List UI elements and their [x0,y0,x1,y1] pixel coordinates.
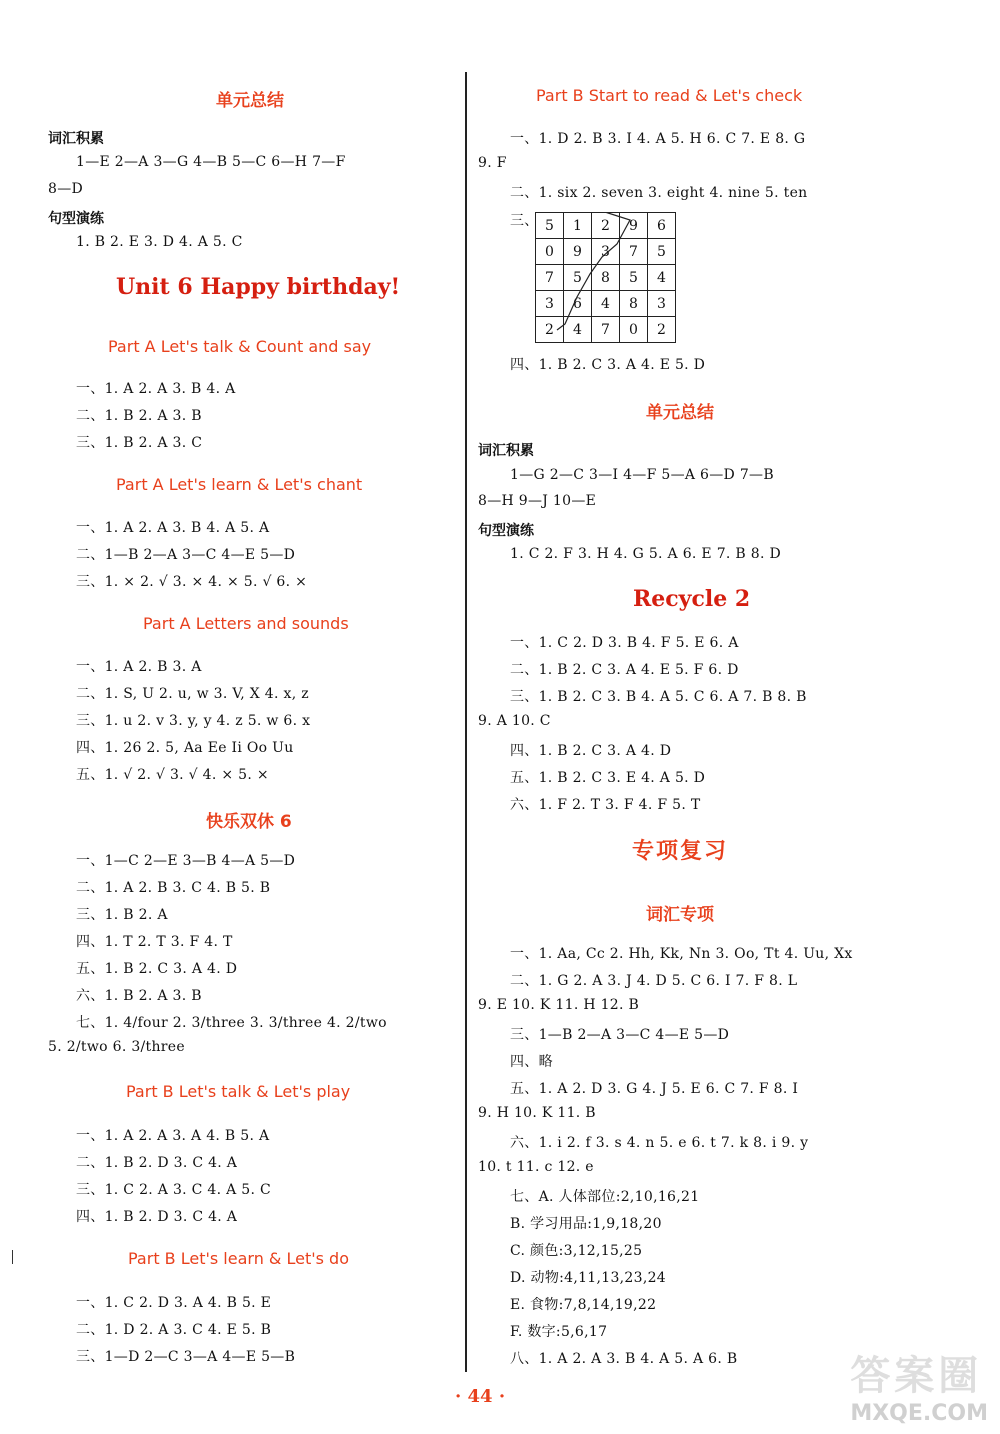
margin-mark [12,1250,13,1264]
sentence-label: 句型演练 [48,211,104,227]
answer-line: 9. F [478,155,507,171]
watermark-cn: 答案圈 [850,1353,983,1399]
summary-title: 单元总结 [646,403,714,423]
number-grid-table [535,212,676,343]
grid-cell: 0 [536,239,564,265]
answer-line: B. 学习用品:1,9,18,20 [510,1216,662,1232]
grid-cell: 0 [620,317,648,343]
grid-row [536,239,676,265]
vocab-label: 词汇积累 [48,131,104,147]
answer-line: 三、1. × 2. √ 3. × 4. × 5. √ 6. × [76,574,308,590]
answer-line: C. 颜色:3,12,15,25 [510,1243,643,1259]
review-title: 专项复习 [632,839,729,864]
answer-line: 二、1. G 2. A 3. J 4. D 5. C 6. I 7. F 8. L [510,973,798,989]
grid-cell: 5 [648,239,676,265]
number-grid [535,212,676,343]
answer-line: 一、1. A 2. A 3. A 4. B 5. A [76,1128,270,1144]
answer-line: 三、1. B 2. A 3. C [76,435,203,451]
answer-line: 五、1. A 2. D 3. G 4. J 5. E 6. C 7. F 8. I [510,1081,799,1097]
watermark [850,1344,988,1426]
answer-line: 六、1. F 2. T 3. F 4. F 5. T [510,797,701,813]
answer-line: 二、1. A 2. B 3. C 4. B 5. B [76,880,271,896]
grid-cell: 4 [564,317,592,343]
answer-line: 9. H 10. K 11. B [478,1105,596,1121]
grid-cell: 2 [536,317,564,343]
grid-cell: 3 [592,239,620,265]
section-heading: Part B Let's talk & Let's play [126,1082,351,1101]
answer-line: 四、略 [510,1054,553,1070]
answer-line: 四、1. 26 2. 5, Aa Ee Ii Oo Uu [76,740,294,756]
answer-line: 一、1. Aa, Cc 2. Hh, Kk, Nn 3. Oo, Tt 4. Uu, Xx [510,946,853,962]
answer-line: 三、1. B 2. A [76,907,168,923]
grid-cell: 1 [564,213,592,239]
section-heading: Part A Letters and sounds [143,614,349,633]
answer-line: 四、1. T 2. T 3. F 4. T [76,934,233,950]
grid-cell: 3 [536,291,564,317]
grid-cell: 4 [592,291,620,317]
answer-line: 一、1. C 2. D 3. A 4. B 5. E [76,1295,272,1311]
grid-cell: 2 [592,213,620,239]
answer-line: 二、1. D 2. A 3. C 4. E 5. B [76,1322,272,1338]
grid-cell: 5 [536,213,564,239]
answer-line: 一、1. A 2. A 3. B 4. A [76,381,236,397]
recycle-title: Recycle 2 [633,586,751,612]
answer-line: 一、1. A 2. B 3. A [76,659,202,675]
grid-label: 三、 [510,213,539,229]
section-heading: 词汇专项 [646,905,714,925]
grid-cell: 9 [620,213,648,239]
grid-cell: 8 [592,265,620,291]
answer-line: 5. 2/two 6. 3/three [48,1039,185,1055]
grid-cell: 6 [564,291,592,317]
section-heading: Part B Start to read & Let's check [536,86,803,105]
answer-line: F. 数字:5,6,17 [510,1324,608,1340]
grid-cell: 5 [564,265,592,291]
grid-row [536,291,676,317]
answer-line: 八、1. A 2. A 3. B 4. A 5. A 6. B [510,1351,738,1367]
grid-cell: 6 [648,213,676,239]
section-heading: 快乐双休 6 [206,812,292,832]
vocab-line: 8—D [48,181,84,197]
column-divider [465,72,467,1372]
grid-cell: 8 [620,291,648,317]
answer-line: 二、1. B 2. A 3. B [76,408,202,424]
grid-cell: 7 [592,317,620,343]
page-number: · 44 · [455,1386,506,1407]
answer-line: 一、1. A 2. A 3. B 4. A 5. A [76,520,270,536]
answer-line: 二、1—B 2—A 3—C 4—E 5—D [76,547,296,563]
answer-line: 二、1. S, U 2. u, w 3. V, X 4. x, z [76,686,309,702]
grid-cell: 9 [564,239,592,265]
answer-line: 9. E 10. K 11. H 12. B [478,997,640,1013]
answer-line: 四、1. B 2. C 3. A 4. E 5. D [510,357,706,373]
answer-line: 五、1. √ 2. √ 3. √ 4. × 5. × [76,767,269,783]
answer-line: 10. t 11. c 12. e [478,1159,594,1175]
answer-line: 一、1. C 2. D 3. B 4. F 5. E 6. A [510,635,739,651]
section-heading: Part A Let's learn & Let's chant [116,475,363,494]
grid-cell: 4 [648,265,676,291]
answer-line: 二、1. six 2. seven 3. eight 4. nine 5. ten [510,185,808,201]
sentence-label: 句型演练 [478,523,534,539]
answer-line: D. 动物:4,11,13,23,24 [510,1270,667,1286]
vocab-line: 1—G 2—C 3—I 4—F 5—A 6—D 7—B [510,467,774,483]
grid-row [536,213,676,239]
answer-line: 三、1. C 2. A 3. C 4. A 5. C [76,1182,271,1198]
answer-line: 六、1. i 2. f 3. s 4. n 5. e 6. t 7. k 8. i 9. y [510,1135,809,1151]
grid-cell: 7 [536,265,564,291]
answer-line: 二、1. B 2. D 3. C 4. A [76,1155,238,1171]
answer-line: 三、1. B 2. C 3. B 4. A 5. C 6. A 7. B 8. B [510,689,807,705]
grid-cell: 7 [620,239,648,265]
watermark-en: MXQE.COM [850,1401,988,1426]
answer-line: 三、1—D 2—C 3—A 4—E 5—B [76,1349,296,1365]
answer-line: 六、1. B 2. A 3. B [76,988,202,1004]
grid-cell: 5 [620,265,648,291]
answer-line: 三、1—B 2—A 3—C 4—E 5—D [510,1027,730,1043]
sentence-line: 1. B 2. E 3. D 4. A 5. C [76,234,243,250]
answer-line: 五、1. B 2. C 3. A 4. D [76,961,238,977]
grid-cell: 2 [648,317,676,343]
sentence-line: 1. C 2. F 3. H 4. G 5. A 6. E 7. B 8. D [510,546,781,562]
answer-line: E. 食物:7,8,14,19,22 [510,1297,657,1313]
grid-row [536,265,676,291]
grid-row [536,317,676,343]
section-heading: Part A Let's talk & Count and say [108,337,372,356]
answer-line: 五、1. B 2. C 3. E 4. A 5. D [510,770,706,786]
answer-line: 七、1. 4/four 2. 3/three 3. 3/three 4. 2/two [76,1015,387,1031]
vocab-line: 1—E 2—A 3—G 4—B 5—C 6—H 7—F [76,154,346,170]
answer-line: 一、1. D 2. B 3. I 4. A 5. H 6. C 7. E 8. G [510,131,806,147]
vocab-line: 8—H 9—J 10—E [478,493,597,509]
answer-line: 三、1. u 2. v 3. y, y 4. z 5. w 6. x [76,713,311,729]
answer-line: 一、1—C 2—E 3—B 4—A 5—D [76,853,296,869]
section-heading: Part B Let's learn & Let's do [128,1249,349,1268]
unit-title: Unit 6 Happy birthday! [116,274,401,300]
grid-cell: 3 [648,291,676,317]
answer-line: 9. A 10. C [478,713,551,729]
summary-title: 单元总结 [216,91,284,111]
vocab-label: 词汇积累 [478,443,534,459]
answer-line: 七、A. 人体部位:2,10,16,21 [510,1189,700,1205]
answer-line: 四、1. B 2. C 3. A 4. D [510,743,672,759]
answer-line: 四、1. B 2. D 3. C 4. A [76,1209,238,1225]
answer-line: 二、1. B 2. C 3. A 4. E 5. F 6. D [510,662,739,678]
